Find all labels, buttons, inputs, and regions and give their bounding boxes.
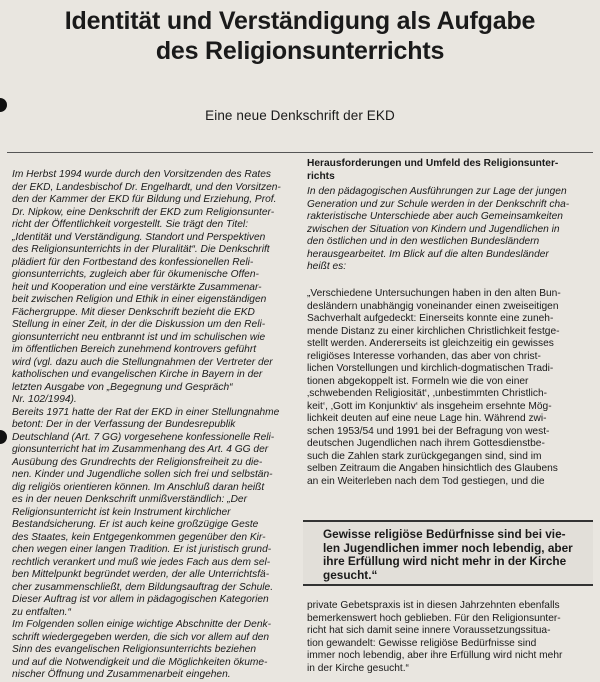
- text-line: Deutschland (Art. 7 GG) vorgesehene konfessionelle Reli-: [12, 431, 275, 443]
- text-line: katholischen und evangelischen Kirche in Bayern in der: [12, 369, 263, 380]
- text-line: schrift wiedergegeben werden, die sich vor allem auf den: [12, 631, 270, 643]
- text-line: ‚schwebenden Religiosität‘, ‚unbestimmten Christlich-: [307, 388, 548, 399]
- pull-quote-line: Gewisse religiöse Bedürfnisse sind bei vie-: [323, 527, 566, 541]
- text-line: chen wegen einer langen Tradition. Er ist juristisch grund-: [12, 544, 272, 555]
- title-line-1: Identität und Verständigung als Aufgabe: [64, 7, 536, 35]
- section-heading: [307, 158, 593, 183]
- text-line: zu entfalten.“: [12, 606, 71, 618]
- text-line: cher zusammenschließt, dem Bildungsauftrag der Schule.: [12, 581, 274, 593]
- text-line: Sachverhalt aufgedeckt: Einerseits konnte eine zuneh-: [307, 313, 554, 324]
- text-line: selben Zeitraum die Angaben hinsichtlich des Glaubens: [307, 463, 558, 474]
- pull-quote-box: [303, 520, 593, 586]
- title-line-2: des Religionsunterrichts: [155, 37, 445, 65]
- text-line: betont: Der in der Verfassung der Bundesrepublik: [12, 419, 236, 430]
- heading-line: Herausforderungen und Umfeld des Religionsunter-: [307, 158, 559, 169]
- pull-quote-text: [323, 528, 583, 582]
- text-line: des Staates, kein Entgegenkommen gegenüber den Kir-: [12, 531, 266, 543]
- heading-line: richts: [307, 170, 335, 182]
- text-line: im öffentlichen Bereich zunehmend kontrovers geführt: [12, 344, 257, 355]
- quote-paragraph: [307, 288, 593, 488]
- text-line: wird (vgl. dazu auch die Stellungnahmen der Vertreter der: [12, 356, 273, 368]
- text-line: such die Zahlen stark zurückgegangen sind, sind im: [307, 450, 542, 462]
- text-line: tionen abgekoppelt ist. Formeln wie die von einer: [307, 375, 529, 387]
- text-line: richt hat sich damit seine innere Voraussetzungssitua-: [307, 625, 551, 636]
- text-line: rechtlich verankert und muß wie jedes Fach aus dem sel-: [12, 556, 271, 568]
- pull-quote-line: gesucht.“: [323, 567, 378, 582]
- text-line: In den pädagogischen Ausführungen zur Lage der jungen: [307, 186, 567, 197]
- text-line: desländern unabhängig voneinander einen zweiseitigen: [307, 300, 559, 312]
- text-line: letzten Ausgabe von „Begegnung und Gespräch“: [12, 381, 233, 393]
- text-line: „Verschiedene Untersuchungen haben in den alten Bun-: [307, 288, 561, 299]
- text-line: zwischen der Situation von Kindern und Jugendlichen in: [307, 223, 560, 235]
- text-line: religiöses Interesse vorhanden, das aber von christ-: [307, 350, 541, 362]
- text-line: immer noch lebendig, aber ihre Erfüllung wird nicht mehr: [307, 650, 563, 661]
- text-line: Bestandsicherung. Er ist auch keine großzügige Geste: [12, 519, 259, 530]
- text-line: gionsunterricht neu entbrannt ist und im schulischen wie: [12, 331, 266, 343]
- text-line: es in der neuen Denkschrift unmißverständlich: „Der: [12, 494, 247, 505]
- left-column: [12, 169, 298, 682]
- text-line: den östlichen und in den westlichen Bundesländern: [307, 236, 540, 247]
- text-line: Sinn des evangelischen Religionsunterrichts beziehen: [12, 644, 257, 655]
- text-line: des Religionsunterrichts in der Pluralität“. Die Denkschrift: [12, 244, 270, 255]
- text-line: in der Kirche gesucht.“: [307, 662, 409, 674]
- text-line: stellt werden. Andererseits ist gleichzeitig ein gewisses: [307, 338, 554, 349]
- text-line: Religionsunterricht ist kein Instrument kirchlicher: [12, 506, 231, 518]
- text-line: Im Folgenden sollen einige wichtige Abschnitte der Denk-: [12, 619, 271, 630]
- text-line: mende Distanz zu einer kirchlichen Christlichkeit festge-: [307, 325, 560, 337]
- text-line: Nr. 102/1994).: [12, 394, 77, 405]
- text-line: tion gewandelt: Gewisse religiöse Bedürfnisse sind: [307, 637, 537, 649]
- pull-quote-line: len Jugendlichen immer noch lebendig, aber: [323, 540, 573, 555]
- text-line: nischer Öffnung und Zusammenarbeit eingehen.: [12, 669, 231, 680]
- text-line: den der Kammer der EKD für Bildung und Erziehung, Prof.: [12, 194, 277, 205]
- text-line: keit‘, ‚Gott im Konjunktiv‘ als insgeheim ersehnte Mög-: [307, 400, 552, 412]
- text-line: an ein Weiterleben nach dem Tod gestiegen, und die: [307, 475, 545, 487]
- article-subtitle: Eine neue Denkschrift der EKD: [205, 108, 395, 123]
- text-line: richt der Öffentlichkeit vorgestellt. Sie trägt den Titel:: [12, 219, 249, 230]
- text-line: gionsunterrichts, zugleich aber für ökumenische Offen-: [12, 269, 259, 280]
- text-line: der EKD, Landesbischof Dr. Engelhardt, und den Vorsitzen-: [12, 181, 281, 193]
- text-line: Im Herbst 1994 wurde durch den Vorsitzenden des Rates: [12, 169, 271, 180]
- text-line: plädiert für den Fortbestand des konfessionellen Reli-: [12, 256, 254, 268]
- text-line: deutschen Jugendlichen nach ihrem Gottesdienstbe-: [307, 438, 545, 449]
- punch-hole-icon: [0, 430, 7, 444]
- text-line: Generation und zur Schule werden in der Denkschrift cha-: [307, 198, 570, 210]
- text-line: Stellung in einer Zeit, in der die Diskussion um den Reli-: [12, 319, 266, 330]
- text-line: lichen Vorstellungen und kirchlich-dogmatischen Tradi-: [307, 363, 554, 374]
- text-line: rakteristische Unterschiede aber auch Gemeinsamkeiten: [307, 211, 563, 222]
- text-line: nen. Kinder und Jugendliche sollen sich frei und selbstän-: [12, 469, 273, 480]
- text-line: gionsunterricht hat im Zusammenhang des Art. 4 GG der: [12, 444, 269, 455]
- article-title: [0, 6, 600, 66]
- text-line: beit zwischen Religion und Ethik in einer eigenständigen: [12, 294, 267, 305]
- text-line: lichkeit deuten auf eine neue Lage hin. Während zwi-: [307, 413, 547, 424]
- text-line: bemerkenswert hoch geblieben. Für den Religionsunter-: [307, 612, 561, 624]
- continuation-paragraph: [307, 600, 593, 675]
- text-line: heißt es:: [307, 261, 347, 272]
- text-line: Dr. Nipkow, eine Denkschrift der EKD zum Religionsunter-: [12, 206, 275, 218]
- text-line: private Gebetspraxis ist in diesen Jahrzehnten ebenfalls: [307, 600, 560, 611]
- text-line: Dieser Auftrag ist vor allem in pädagogischen Kategorien: [12, 594, 269, 605]
- text-line: und auf die Notwendigkeit und die Möglichkeiten ökume-: [12, 656, 268, 668]
- text-line: Fächergruppe. Mit dieser Denkschrift bezieht die EKD: [12, 306, 255, 318]
- text-line: Ausübung des Grundrechts der Religionsfreiheit zu die-: [12, 456, 263, 468]
- text-line: heit und Kooperation und eine verstärkte Zusammenar-: [12, 281, 262, 293]
- text-line: dig religiös orientieren können. Im Anschluß daran heißt: [12, 481, 265, 493]
- header-divider: [7, 152, 593, 153]
- text-line: Bereits 1971 hatte der Rat der EKD in einer Stellungnahme: [12, 406, 280, 418]
- text-line: ben Mittelpunkt begründet werden, der alle Unterrichtsfä-: [12, 569, 270, 580]
- pull-quote-line: ihre Erfüllung wird nicht mehr in der Kirche: [323, 554, 567, 568]
- text-line: „Identität und Verständigung. Standort und Perspektiven: [12, 231, 266, 243]
- text-line: herausgearbeitet. Im Blick auf die alten Bundesländer: [307, 248, 549, 260]
- text-line: schen 1953/54 und 1991 bei der Befragung von west-: [307, 425, 550, 437]
- intro-paragraph: [307, 186, 593, 274]
